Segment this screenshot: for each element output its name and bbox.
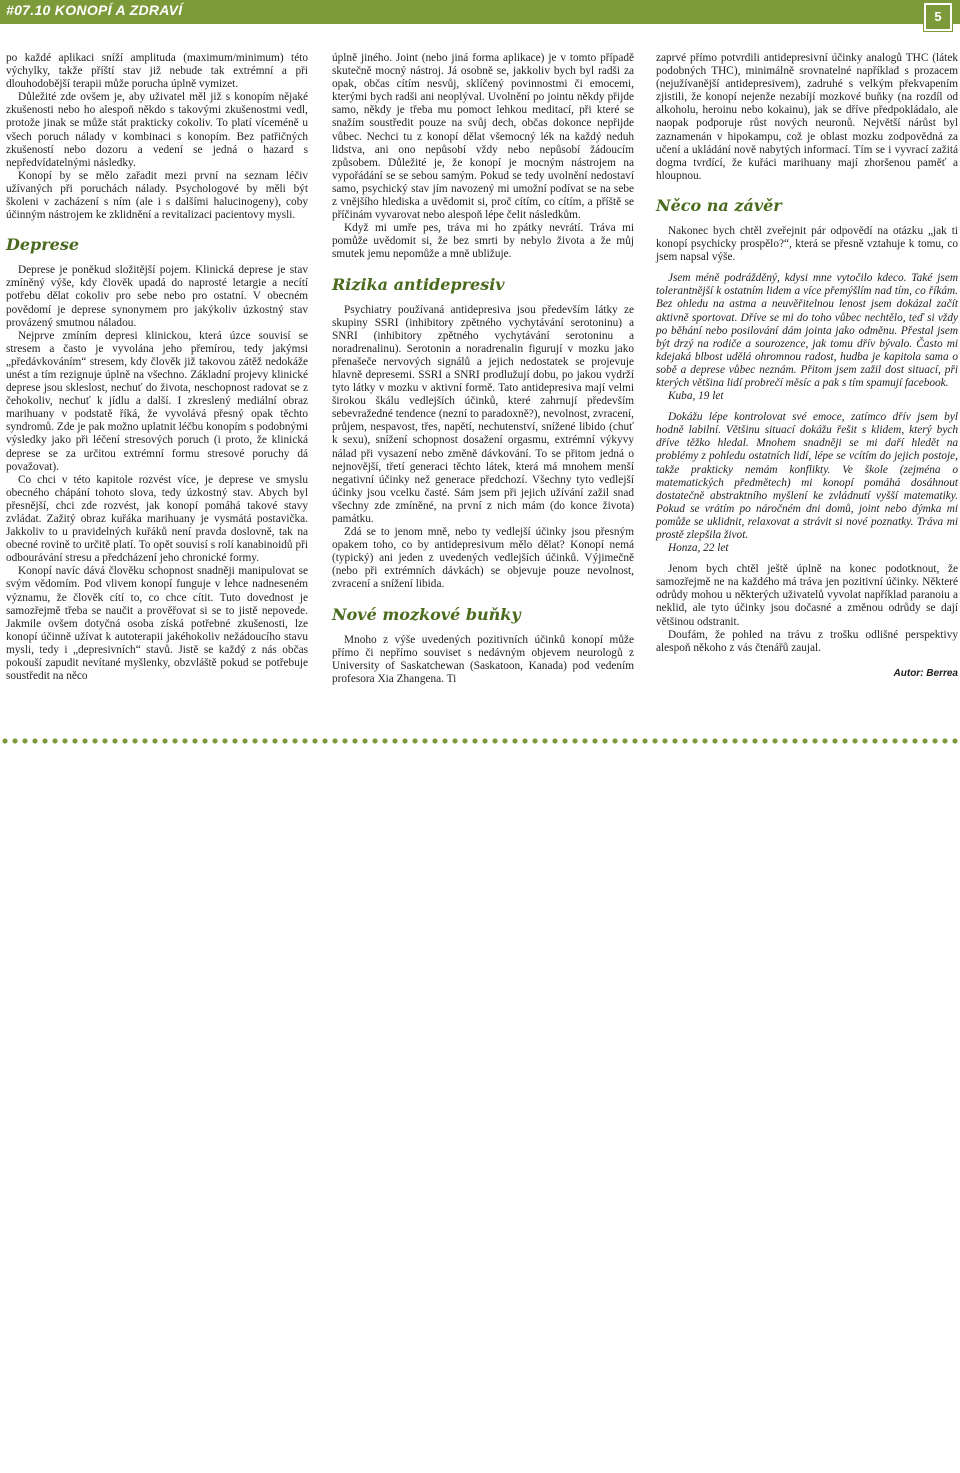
- quote-signature: Kuba, 19 let: [668, 390, 724, 403]
- paragraph: Psychiatry používaná antidepresiva jsou především látky ze skupiny SSRI (inhibitory zpětného vychytávání serotoninu) a SNRI (inhibitory zpětného vychytávání serotoninu a noradrenalinu). Serotonin a noradrenalin figurují v mozku jako přenašeče nervových signálů a jejich nedostatek se projevuje hlavně depresemi. SSRI a SNRI prodlužují dobu, po jakou vydrží tyto látky v mozku v aktivní formě. Tato antidepresiva mají velmi širokou škálu vedlejších účinků, které zahrnují především sebevražedné tendence (nezní to paradoxně?), nevolnost, zvracení, průjem, nespavost, třes, napětí, nechutenství, snížené libido (chuť k sexu), snížení schopnost dosažení orgasmu, extrémní výkyvy nálad při vysazení nebo změně dávkování. To se přitom jedná o nejnovější, třetí generaci těchto látek, která má mnohem menší negativní účinky než generace předchozí. Všechny tyto vedlejší účinky jsou vcelku časté. Sám jsem při jejich užívání zažil snad všechny zde zmíněné, na první z nich mám (do konce života) památku.: [332, 303, 634, 525]
- page-number: 5: [924, 3, 952, 31]
- paragraph: po každé aplikaci sníží amplituda (maximum/minimum) této výchylky, takže příští stav již nebude tak extrémní a při dlouhodobější terapii může porucha úplně vymizet.: [6, 52, 308, 91]
- paragraph: Nejprve zmíním depresi klinickou, která úzce souvisí se stresem a často je vyvolána jeho přemírou, tedy jakýmsi „předávkováním“ stresem, kdy člověk již takovou zátěž nedokáže unést a tím rezignuje úplně na všechno. Základní projevy klinické deprese jsou skleslost, nechuť do života, neschopnost radovat se z čehokoliv, nechuť k jídlu a další. I zkreslený mediální obraz marihuany v podstatě říká, že vyvolává přesný opak těchto syndromů. Zde je pak možno uplatnit léčbu konopím s podobnými výsledky jako při léčení stresových poruch (i proto, že klinická deprese se za určitou extrémní formu stresové poruchy dá považovat).: [6, 329, 308, 473]
- article-column-1: [6, 52, 308, 683]
- paragraph: Jenom bych chtěl ještě úplně na konec podotknout, že samozřejmě ne na každého má tráva jen pozitivní účinky. Některé odrůdy mohou u některých uživatelů vyvolat například paranoiu a neklid, ale tyto účinky jsou dočasné a změnou odrůdy se dají většinou odstranit.: [656, 563, 958, 628]
- paragraph: Když mi umře pes, tráva mi ho zpátky nevrátí. Tráva mi pomůže uvědomit si, že bez smrti by nebylo života a že můj smutek jemu nepomůže a mně ubližuje.: [332, 222, 634, 261]
- paragraph: Nakonec bych chtěl zveřejnit pár odpovědí na otázku „jak ti konopí psychicky prospělo?“, která se přesně vztahuje k tomu, co jsem napsal výše.: [656, 224, 958, 264]
- paragraph: Zdá se to jenom mně, nebo ty vedlejší účinky jsou přesným opakem toho, co by antidepresivum mělo dělat? Konopí nemá (typický) ani jeden z uvedených vedlejších účinků. Výjimečně (nebo při extrémních dávkách) se objevuje pouze nevolnost, zvracení a snížení libida.: [332, 526, 634, 591]
- section-title: #07.10 KONOPÍ A ZDRAVÍ: [6, 2, 183, 18]
- heading-neco-na-zaver: Něco na závěr: [656, 195, 782, 215]
- reader-quote: Jsem méně podrážděný, kdysi mne vytočilo kdeco. Také jsem tolerantnější k ostatním lidem a více přemýšlím nad tím, co říkám. Bez ohledu na astma a neuvěřitelnou lenost jsem dokázal začít aktivně sportovat. Dříve se mi do toho vůbec nechtělo, teď si vždy po běhání nebo posilování dám jointa jako odměnu. Přestal jsem být drzý na rodiče a sourozence, jak tomu dřív bývalo. Často mi kdejaká blbost udělá ohromnou radost, hudba je kapitola sama o sobě a deprese vůbec neznám. Přitom jsem zažil dost situací, při kterých většina lidí probrečí měsíc a pak s tím spamují facebook.: [656, 272, 958, 389]
- paragraph: Konopí navíc dává člověku schopnost snadněji manipulovat se svým vědomím. Pod vlivem konopí funguje v lehce nadneseném významu, že člověk cítí to, co chce cítit. Tuto dovednost je samozřejmě třeba se naučit a prověřovat si se to jistě nepovede. Jakmile ovšem dotyčná osoba získá potřebné zkušenosti, lze konopí účinně užívat k autoterapii jakéhokoliv nežádoucího stavu mysli, tedy i „depresivních“ stavů. Jistě se každý z nás občas pokouší zapudit nevítané myšlenky, obzvláště pokud se potřebuje soustředit na něco: [6, 565, 308, 683]
- author-credit: Autor: Berrea: [893, 667, 958, 679]
- quote-signature: Honza, 22 let: [668, 542, 729, 555]
- page-header: [0, 0, 960, 24]
- heading-rizika-antidepresiv: Rizika antidepresiv: [332, 274, 505, 294]
- paragraph: úplně jiného. Joint (nebo jiná forma aplikace) je v tomto případě skutečně mocný nástroj. Já osobně se, jakkoliv bych byl radši za opak, občas cítím nesvůj, sklíčený povinnostmi či emocemi, kterými bych radši ani neoplýval. Uvolnění po jointu někdy přijde samo, někdy je třeba mu pomoct lehkou meditací, při které se snažím soustředit pouze na svůj dech, občas dokonce nepřijde vůbec. Nechci tu z konopí dělat všemocný lék na každý neduh lidstva, ani ono nepůsobí vždy nebo nepůsobí žádoucím způsobem. Důležité je, že konopí je mocným nástrojem na vypořádání se se sebou samým. Pokud se tedy uvolnění nedostaví samo, psychický stav jím navozený mi umožní podívat se na sebe z vnějšího hlediska a uvědomit si, proč cítím, co cítím, a příště se příčinám vyvarovat nebo alespoň lépe čelit následkům.: [332, 52, 634, 222]
- paragraph: Deprese je poněkud složitější pojem. Klinická deprese je stav zmíněný výše, kdy člověk upadá do naprosté letargie a necítí potřebu dělat cokoliv pro sebe nebo pro ostatní. V obecném povědomí je deprese synonymem pro jakýkoliv úzkostný stav provázený smutnou náladou.: [6, 264, 308, 329]
- reader-quote: Dokážu lépe kontrolovat své emoce, zatímco dřív jsem byl hodně labilní. Většinu situací dokážu řešit s klidem, který bych dříve těžko hledal. Mnohem snadněji se mi daří hledět na problémy z pohledu ostatních lidí, lépe se vcítím do jejich postoje, takže prakticky nemám konflikty. Ve škole (zejména o matematických předmětech) mi konopí pomáhá dosáhnout dostatečně abstraktního myšlení ke zvládnutí vyšší matematiky. Pokud se vrátím po náročném dni domů, joint nebo dýmka mi pomůže se uklidnit, relaxovat a strávit si nové poznatky. Tráva mi prostě zlepšila život.: [656, 411, 958, 541]
- paragraph: zaprvé přímo potvrdili antidepresivní účinky analogů THC (látek podobných THC), minimálně srovnatelné například s prozacem (nejužívanější antidepresivem), zadruhé s velkým překvapením zjistili, že konopí nejenže nezabíjí mozkové buňky (na rozdíl od alkoholu, heroinu nebo kokainu), jak se dříve předpokládalo, ale naopak podporuje růst nových neuronů. Největší nárůst byl zaznamenán v hipokampu, což je oblast mozku zodpovědná za učení a ukládání nově nabytých informací. Tím se i vyvrací zažitá dogma tvrdící, že kuřáci marihuany mají zhoršenou paměť a hloupnou.: [656, 52, 958, 182]
- heading-deprese: Deprese: [6, 235, 80, 255]
- paragraph: Mnoho z výše uvedených pozitivních účinků konopí může přímo či nepřímo souviset s nedávným objevem neurologů z University of Saskatchewan (Saskatoon, Kanada) pod vedením profesora Xia Zhangena. Ti: [332, 633, 634, 685]
- paragraph: Důležité zde ovšem je, aby uživatel měl již s konopím nějaké zkušenosti nebo ho alespoň někdo s takovými zkušenostmi vedl, protože jinak se může stát prakticky cokoliv. To platí víceméně u všech poruch nálady v kombinaci s konopím. Bez patřičných zkušeností nebo dozoru a vedení se jedná o hazard s nepředvídatelnými následky.: [6, 91, 308, 169]
- article-column-3: [656, 52, 958, 680]
- paragraph: Konopí by se mělo zařadit mezi první na seznam léčiv užívaných při poruchách nálady. Psychologové by měli být školeni v zacházení s ním (ale i s dalšími halucinogeny), coby účinným nástrojem ke zklidnění a revitalizaci pacientovy mysli.: [6, 169, 308, 222]
- paragraph: Co chci v této kapitole rozvést více, je deprese ve smyslu obecného chápání tohoto slova, tedy úzkostný stav. Abych byl přesnější, chci zde rozvést, jak konopí pomáhá takové stavy zvládat. Zažitý obraz kuřáka marihuany je vysmátá postavička. Jakkoliv to u pravidelných kuřáků není pravda doslovně, tak na obecné rovině to určitě platí. To opět souvisí s rolí kanabinoidů při odbourávání stresu a předcházení jeho chronické formy.: [6, 473, 308, 565]
- article-column-2: [332, 52, 634, 686]
- dotted-divider: [0, 736, 960, 746]
- paragraph: Doufám, že pohled na trávu z trošku odlišné perspektivy alespoň někoho z vás čtenářů zaujal.: [656, 628, 958, 654]
- heading-nove-mozkove-bunky: Nové mozkové buňky: [332, 604, 521, 624]
